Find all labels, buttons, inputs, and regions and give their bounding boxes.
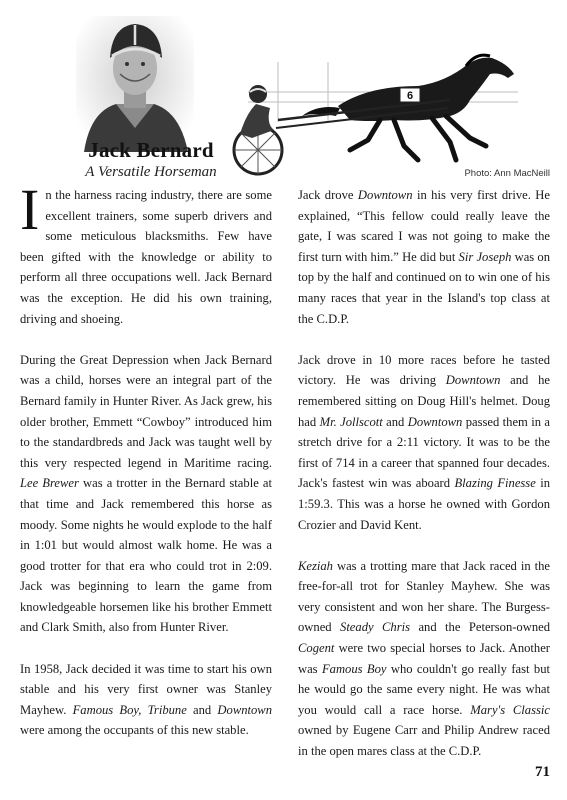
paragraph-text: During the Great Depression when Jack Bernard was a child, horses were an integral part of the Bernard family in Hunter River. As Jack grew, his older brother, Emmett “Cowboy” introduced him to the standardbreds and Jack was taught well by this very respected legend in Maritime racing. bbox=[20, 352, 272, 470]
paragraph-text: Jack drove in 10 more races before he tasted victory. He was driving bbox=[298, 352, 550, 388]
paragraph bbox=[298, 350, 550, 535]
horse-name: Downtown bbox=[357, 188, 413, 202]
paragraph-text: n the harness racing industry, there are some excellent trainers, some superb drivers and some meticulous blacksmiths. Few have been gifted with the knowledge or ability to perform all three occupations well. Jack Bernard was the exception. He did his own training, driving and shoeing. bbox=[20, 188, 272, 326]
horse-and-sulky-illustration bbox=[218, 42, 528, 182]
horse-name: Mr. Jollscott bbox=[319, 414, 383, 429]
article-subtitle: A Versatile Horseman bbox=[85, 164, 217, 180]
left-column bbox=[20, 177, 273, 762]
paragraph bbox=[20, 659, 272, 741]
paragraph-text: were among the occupants of this new stable. bbox=[20, 723, 249, 738]
horse-name: Blazing Finesse bbox=[454, 476, 536, 491]
horse-name: Famous Boy bbox=[321, 661, 387, 676]
page-number: 71 bbox=[535, 764, 550, 780]
paragraph-text: and bbox=[382, 414, 408, 429]
right-column bbox=[298, 185, 550, 782]
paragraph-text: was a trotter in the Bernard stable at that time and Jack remembered this horse as moody. Some nights he would explode to the half in 1:01 but would almost walk home. He was a good trotter for that era who could trot in 2:09. Jack was beginning to learn the game from knowledgeable horsemen like his brother Emmett and Clark Smith, also from Hunter River. bbox=[20, 476, 272, 635]
paragraph-text: in 1:59.3. This was a horse he owned with Gordon Crozier and David Kent. bbox=[298, 476, 551, 532]
paragraph bbox=[20, 350, 272, 638]
horse-name: Downtown bbox=[217, 702, 273, 717]
paragraph bbox=[298, 185, 550, 329]
paragraph-text: in his very first drive. He explained, “This fellow could really leave the gate, I was scared I was not going to make the first turn with him.” He did but bbox=[298, 188, 550, 264]
paragraph-text: and bbox=[186, 702, 218, 717]
paragraph-text: who couldn't go really fast but he would go the same every night. He was what you would call a race horse. bbox=[298, 661, 550, 717]
photo-credit: Photo: Ann MacNeill bbox=[464, 168, 550, 179]
saddle-pad-number: 6 bbox=[406, 90, 414, 102]
paragraph bbox=[20, 177, 272, 329]
horse-name: Cogent bbox=[298, 641, 335, 656]
portrait-illustration bbox=[76, 16, 194, 152]
paragraph-text: Jack drove bbox=[298, 188, 358, 202]
paragraph-text: In 1958, Jack decided it was time to start his own stable and his very first owner was Stanley Mayhew. bbox=[20, 661, 272, 717]
paragraph-text: and he remembered sitting on Doug Hill's helmet. Doug had bbox=[298, 373, 551, 429]
horse-name: Steady Chris bbox=[340, 620, 411, 635]
paragraph-text: passed them in a stretch drive for a 2:11 victory. It was to be the first of 714 in a career that spanned four decades. Jack's fastest win was aboard bbox=[298, 414, 550, 491]
horse-name: Mary's Classic bbox=[470, 702, 550, 717]
article-title: Jack Bernard bbox=[88, 138, 214, 162]
paragraph-text: and the Peterson-owned bbox=[410, 620, 551, 635]
horse-name: Sir Joseph bbox=[458, 249, 512, 264]
paragraph-text: owned by Eugene Carr and Philip Andrew raced in the open mares class at the C.D.P. bbox=[298, 723, 550, 759]
paragraph-text: was on top by the half and continued on to win one of his many races that year in the Island's top class at the C.D.P. bbox=[298, 249, 550, 326]
horse-name: Downtown bbox=[407, 414, 463, 429]
paragraph-text: were two special horses to Jack. Another was bbox=[298, 641, 550, 676]
drop-cap: I bbox=[20, 177, 40, 242]
horse-name: Lee Brewer bbox=[20, 476, 79, 491]
paragraph-text: was a trotting mare that Jack raced in the free-for-all trot for Stanley Mayhew. She was very consistent and won her share. The Burgess-owned bbox=[298, 558, 550, 635]
article-header bbox=[0, 0, 567, 182]
horse-name: Keziah bbox=[298, 558, 333, 573]
horse-name: Downtown bbox=[445, 373, 501, 388]
paragraph bbox=[298, 556, 550, 762]
horse-name: Famous Boy, Tribune bbox=[72, 702, 187, 717]
